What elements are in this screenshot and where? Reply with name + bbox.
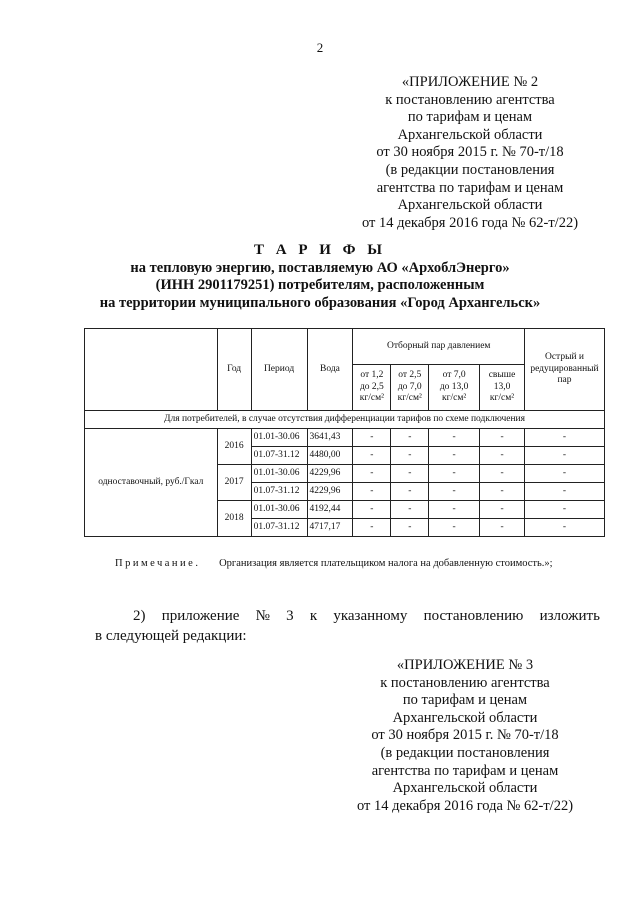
annex-3-line: к постановлению агентства [380,674,550,691]
sharp-cell: - [524,465,604,483]
paragraph-word: изложить [539,608,600,624]
row-label: одноставочный, руб./Гкал [85,429,218,537]
annex-3-header [315,657,615,815]
year-cell: 2017 [217,465,251,501]
water-cell: 4229,96 [307,465,353,483]
steam-cell: - [391,501,429,519]
header-steam-2: от 2,5 до 7,0 кг/см² [391,365,429,411]
paragraph-word: постановлению [423,608,524,624]
header-steam-1: от 1,2 до 2,5 кг/см² [353,365,391,411]
steam-cell: - [480,447,525,465]
note-label: Примечание. [115,558,201,569]
steam-cell: - [480,501,525,519]
annex-3-line: Архангельской области [392,780,538,797]
steam-cell: - [429,429,480,447]
year-cell: 2018 [217,501,251,537]
table-note [115,558,553,569]
header-steam-3: от 7,0 до 13,0 кг/см² [429,365,480,411]
sharp-cell: - [524,447,604,465]
sharp-cell: - [524,501,604,519]
annex-3-line: агентства по тарифам и ценам [371,762,559,779]
steam-cell: - [480,465,525,483]
steam-cell: - [353,465,391,483]
steam-cell: - [429,501,480,519]
steam-cell: - [391,519,429,537]
tariff-table [84,328,605,537]
tariffs-subtitle-line: на территории муниципального образования «Город Архангельск» [99,294,541,311]
steam-cell: - [429,447,480,465]
steam-cell: - [391,483,429,501]
steam-cell: - [429,483,480,501]
paragraph-word: к [309,608,318,624]
page-number: 2 [316,40,324,55]
steam-cell: - [480,519,525,537]
water-cell: 4229,96 [307,483,353,501]
paragraph-word: приложение [161,608,240,624]
annex-3-line: (в редакции постановления [380,744,550,761]
steam-cell: - [391,429,429,447]
paragraph-line-2: в следующей редакции: [95,628,247,644]
table-row [85,429,605,447]
section-label: Для потребителей, в случае отсутствия дифференциации тарифов по схеме подключения [85,411,605,429]
header-sharp-steam: Острый и редуцированный пар [524,329,604,411]
annex-2-line: Архангельской области [397,126,543,143]
tariffs-title: Т А Р И Ф Ы [253,242,387,258]
period-cell: 01.01-30.06 [251,501,307,519]
annex-3-line: от 14 декабря 2016 года № 62-т/22) [356,797,574,814]
water-cell: 4480,00 [307,447,353,465]
header-empty-cell [85,329,218,411]
table-header-row [85,329,605,365]
steam-cell: - [353,501,391,519]
annex-3-line: по тарифам и ценам [402,692,528,709]
steam-cell: - [391,447,429,465]
annex-2-line: по тарифам и ценам [407,109,533,126]
steam-cell: - [353,519,391,537]
tariffs-heading [0,242,640,312]
paragraph-word: № [255,608,270,624]
annex-3-line: «ПРИЛОЖЕНИЕ № 3 [396,657,534,673]
annex-2-line: агентства по тарифам и ценам [376,179,564,196]
table-section-row [85,411,605,429]
amendment-paragraph [95,606,600,646]
annex-3-line: от 30 ноября 2015 г. № 70-т/18 [371,727,559,744]
period-cell: 01.07-31.12 [251,519,307,537]
steam-cell: - [480,483,525,501]
period-cell: 01.01-30.06 [251,465,307,483]
header-water: Вода [307,329,353,411]
header-year: Год [217,329,251,411]
paragraph-word: 2) [133,608,146,624]
steam-cell: - [480,429,525,447]
water-cell: 4192,44 [307,501,353,519]
header-steam: Отборный пар давлением [353,329,525,365]
paragraph-word: 3 [286,608,294,624]
year-cell: 2016 [217,429,251,465]
annex-2-line: к постановлению агентства [385,91,555,108]
paragraph-word: указанному [333,608,408,624]
water-cell: 4717,17 [307,519,353,537]
tariffs-subtitle-line: (ИНН 2901179251) потребителям, расположенным [155,277,485,294]
annex-2-line: Архангельской области [397,197,543,214]
header-steam-4: свыше 13,0 кг/см² [480,365,525,411]
steam-cell: - [353,429,391,447]
note-text: Организация является плательщиком налога на добавленную стоимость.»; [219,558,553,569]
annex-2-line: «ПРИЛОЖЕНИЕ № 2 [401,74,539,90]
tariffs-subtitle-line: на тепловую энергию, поставляемую АО «АрхоблЭнерго» [130,259,510,276]
period-cell: 01.07-31.12 [251,447,307,465]
period-cell: 01.07-31.12 [251,483,307,501]
annex-2-line: (в редакции постановления [385,161,555,178]
sharp-cell: - [524,483,604,501]
annex-2-header [320,74,620,232]
steam-cell: - [429,519,480,537]
sharp-cell: - [524,429,604,447]
sharp-cell: - [524,519,604,537]
steam-cell: - [353,447,391,465]
water-cell: 3641,43 [307,429,353,447]
steam-cell: - [391,465,429,483]
steam-cell: - [353,483,391,501]
paragraph-line-1 [95,606,600,626]
annex-2-line: от 14 декабря 2016 года № 62-т/22) [361,214,579,231]
steam-cell: - [429,465,480,483]
annex-3-line: Архангельской области [392,709,538,726]
annex-2-line: от 30 ноября 2015 г. № 70-т/18 [376,144,564,161]
period-cell: 01.01-30.06 [251,429,307,447]
header-period: Период [251,329,307,411]
